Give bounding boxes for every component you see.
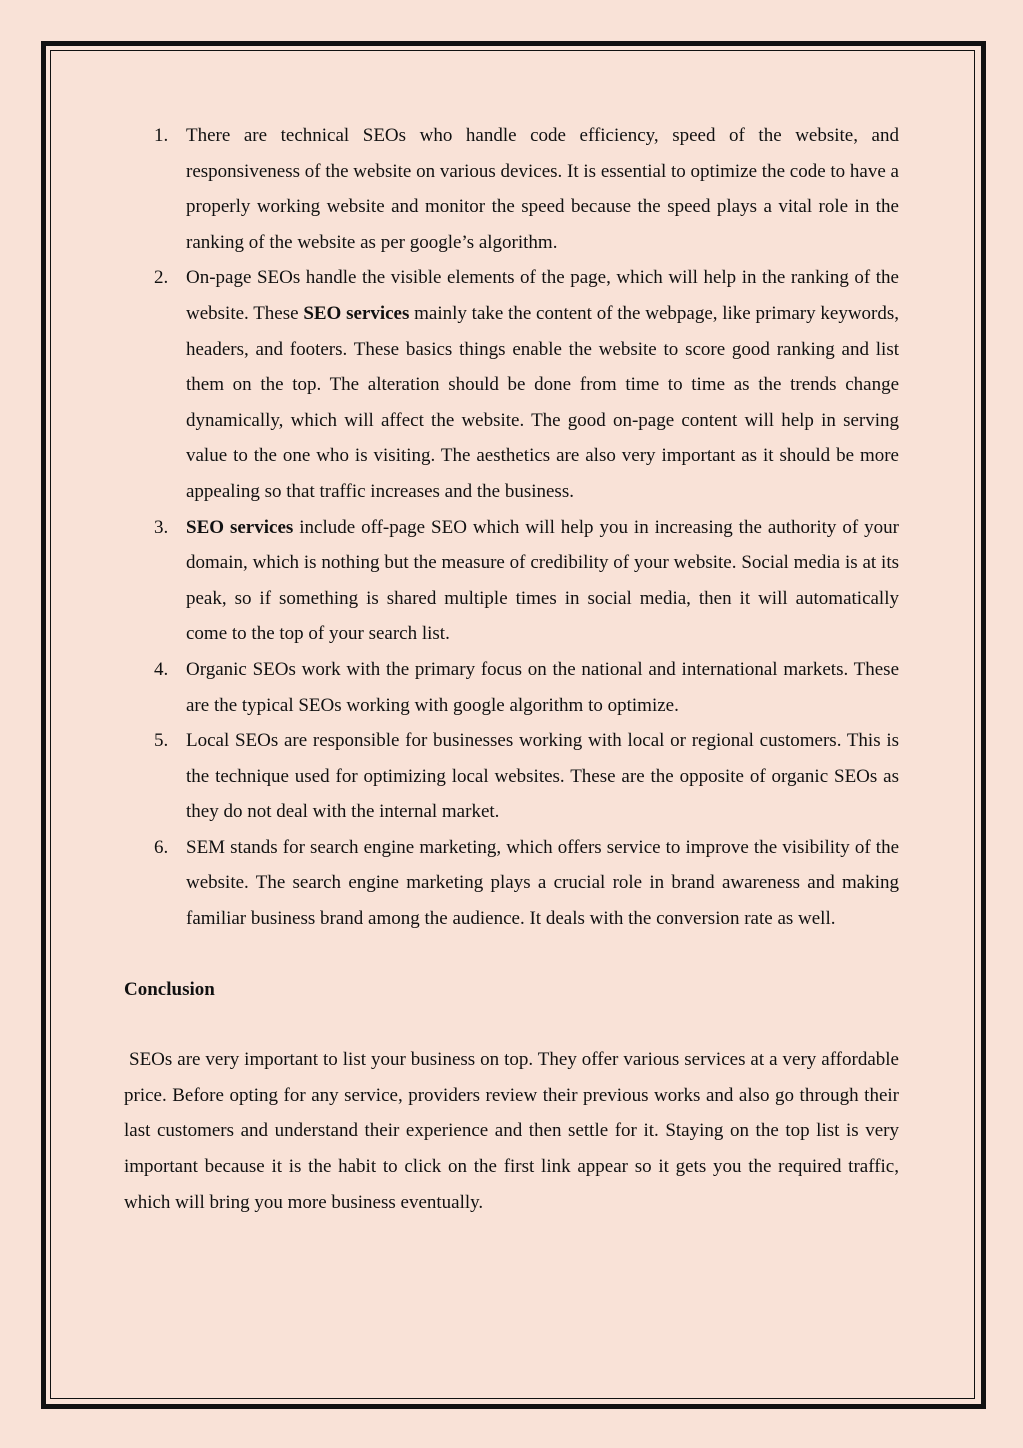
conclusion-paragraph: SEOs are very important to list your business on top. They offer various services at a very affordable price. Before opting for any service, providers review their previous works and also go through their last customers and understand their experience and then settle for it. Staying on the top list is very important because it is the habit to click on the first link appear so it gets you the required traffic, which will bring you more business eventually. [124, 1049, 899, 1213]
list-item-number: 2. [154, 267, 169, 289]
list-item-text: SEM stands for search engine marketing, which offers service to improve the visibility of the website. The search engine marketing plays a crucial role in brand awareness and making familiar business brand among the audience. It deals with the conversion rate as well. [186, 836, 899, 930]
list-item [124, 510, 899, 652]
list-item [124, 118, 899, 260]
list-item-number: 3. [154, 516, 169, 538]
list-item-number: 5. [154, 730, 169, 752]
list-item [124, 652, 899, 723]
list-item-text: Local SEOs are responsible for businesses working with local or regional customers. This is the technique used for optimizing local websites. These are the opposite of organic SEOs as they do not deal with the internal market. [186, 730, 899, 823]
list-item-bold: SEO services [303, 302, 410, 324]
list-item [124, 723, 899, 830]
list-item-text-after: mainly take the content of the webpage, like primary keywords, headers, and footers. These basics things enable the website to score good ranking and list them on the top. The alteration should be done from time to time as the trends change dynamically, which will affect the website. The good on-page content will help in serving value to the one who is visiting. The aesthetics are also very important as it should be more appealing so that traffic increases and the business. [186, 302, 900, 502]
list-item-number: 6. [154, 836, 169, 858]
list-item-text: Organic SEOs work with the primary focus on the national and international markets. These are the typical SEOs working with google algorithm to optimize. [186, 658, 899, 716]
list-item [124, 830, 899, 937]
seo-types-list [124, 118, 899, 937]
conclusion-heading: Conclusion [124, 978, 215, 1000]
list-item-text-after: include off-page SEO which will help you in increasing the authority of your domain, which is nothing but the measure of credibility of your website. Social media is at its peak, so if something is shared multiple times in social media, then it will automatically come to the top of your search list. [186, 516, 899, 645]
list-item-bold: SEO services [186, 516, 294, 538]
list-item-text: There are technical SEOs who handle code efficiency, speed of the website, and responsiveness of the website on various devices. It is essential to optimize the code to have a properly working website and monitor the speed because the speed plays a vital role in the ranking of the website as per google’s algorithm. [186, 125, 899, 253]
list-item [124, 260, 899, 509]
list-item-number: 4. [154, 658, 169, 680]
list-item-text: On-page SEOs handle the visible elements of the page, which will help in the ranking of the website. These [186, 267, 899, 324]
list-item-number: 1. [154, 125, 169, 146]
document-body [124, 118, 899, 1220]
